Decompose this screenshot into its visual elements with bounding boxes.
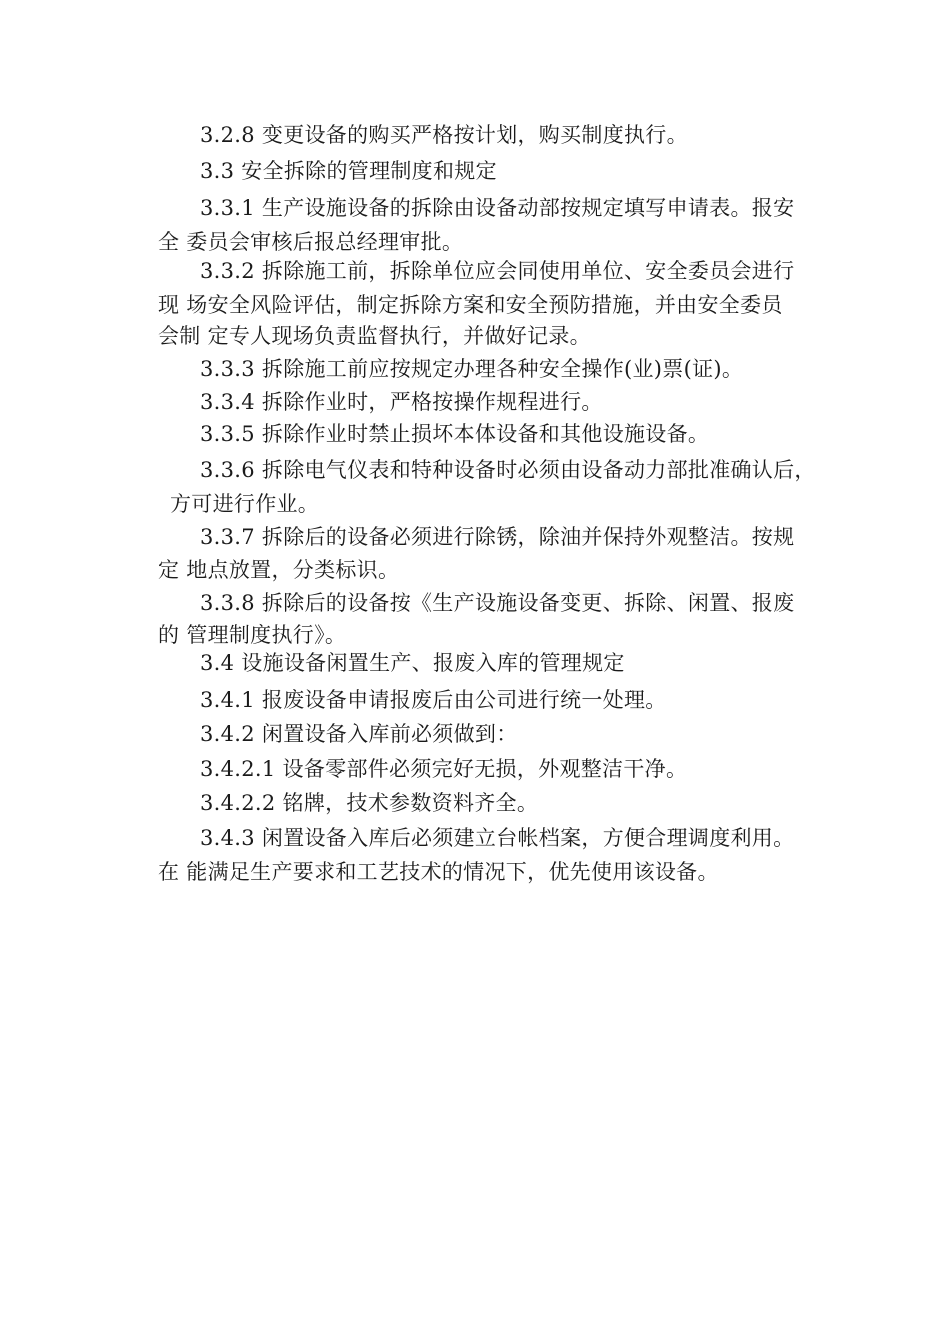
paragraph-line: 3.3.3 拆除施工前应按规定办理各种安全操作(业)票(证)。	[200, 357, 744, 381]
section-heading: 3.3 安全拆除的管理制度和规定	[200, 159, 497, 183]
section-heading: 3.4 设施设备闲置生产、报废入库的管理规定	[200, 651, 625, 675]
paragraph-line: 的 管理制度执行》。	[158, 623, 347, 647]
paragraph-line: 会制 定专人现场负责监督执行，并做好记录。	[158, 324, 591, 348]
paragraph-line: 方可进行作业。	[170, 492, 320, 516]
paragraph-line: 3.4.2.2 铭牌，技术参数资料齐全。	[200, 791, 539, 815]
paragraph-line: 3.4.2.1 设备零部件必须完好无损，外观整洁干净。	[200, 757, 688, 781]
paragraph-line: 3.2.8 变更设备的购买严格按计划，购买制度执行。	[200, 123, 688, 147]
paragraph-line: 3.3.4 拆除作业时，严格按操作规程进行。	[200, 390, 603, 414]
paragraph-line: 定 地点放置，分类标识。	[158, 558, 400, 582]
paragraph-line: 3.3.5 拆除作业时禁止损坏本体设备和其他设施设备。	[200, 422, 710, 446]
paragraph-line: 3.4.1 报废设备申请报废后由公司进行统一处理。	[200, 688, 667, 712]
paragraph-line: 3.4.3 闲置设备入库后必须建立台帐档案，方便合理调度利用。	[200, 826, 795, 850]
paragraph-line: 3.3.1 生产设施设备的拆除由设备动部按规定填写申请表。报安	[200, 196, 795, 220]
paragraph-line: 3.3.2 拆除施工前，拆除单位应会同使用单位、安全委员会进行	[200, 259, 795, 283]
paragraph-line: 3.3.7 拆除后的设备必须进行除锈，除油并保持外观整洁。按规	[200, 525, 795, 549]
paragraph-line: 在 能满足生产要求和工艺技术的情况下，优先使用该设备。	[158, 860, 719, 884]
paragraph-line: 3.3.8 拆除后的设备按《生产设施设备变更、拆除、闲置、报废	[200, 591, 795, 615]
paragraph-line: 3.3.6 拆除电气仪表和特种设备时必须由设备动力部批准确认后，	[200, 458, 816, 482]
paragraph-line: 全 委员会审核后报总经理审批。	[158, 230, 464, 254]
paragraph-line: 3.4.2 闲置设备入库前必须做到：	[200, 722, 518, 746]
paragraph-line: 现 场安全风险评估，制定拆除方案和安全预防措施，并由安全委员	[158, 293, 783, 317]
